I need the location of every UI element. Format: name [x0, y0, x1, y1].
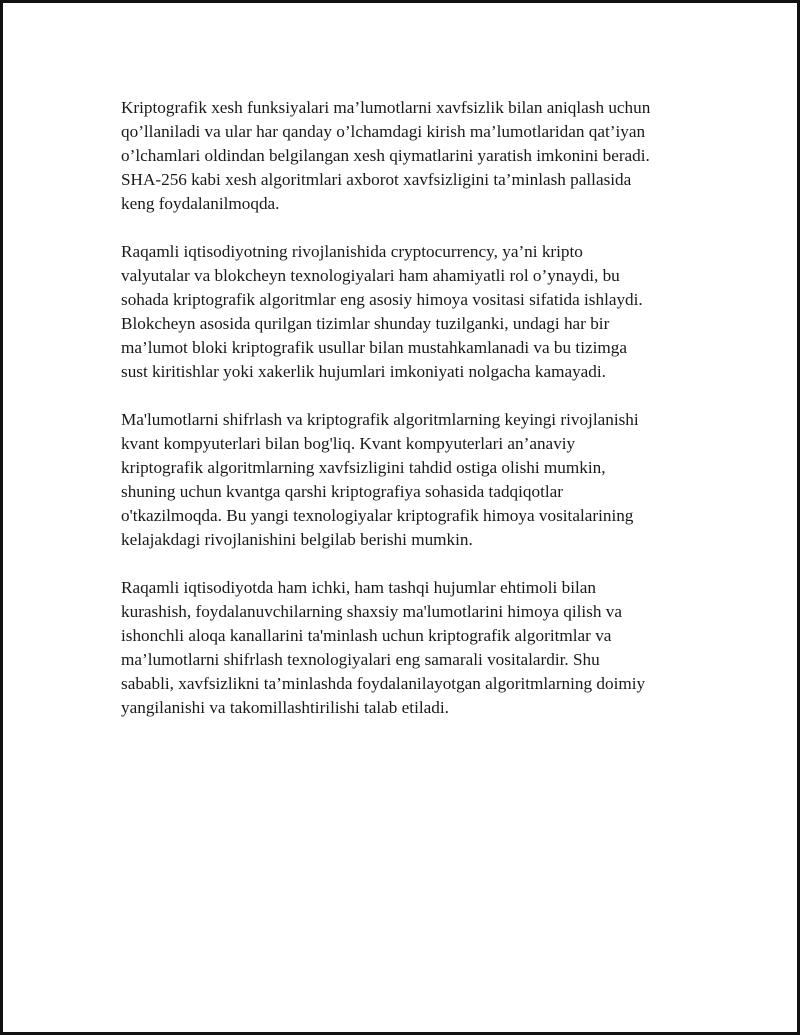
text-line: kelajakdagi rivojlanishini belgilab berishi mumkin. — [121, 530, 473, 549]
paragraph-blokcheyn — [121, 240, 701, 384]
text-line: ishonchli aloqa kanallarini ta'minlash uchun kriptografik algoritmlar va — [121, 626, 612, 645]
text-line: Raqamli iqtisodiyotda ham ichki, ham tashqi hujumlar ehtimoli bilan — [121, 578, 596, 597]
text-line: sust kiritishlar yoki xakerlik hujumlari imkoniyati nolgacha kamayadi. — [121, 362, 606, 381]
paragraph-raqamli-iqtisodiyot — [121, 576, 701, 720]
text-line: Kriptografik xesh funksiyalari ma’lumotlarni xavfsizlik bilan aniqlash uchun — [121, 98, 651, 117]
text-line: ma’lumotlarni shifrlash texnologiyalari eng samarali vositalardir. Shu — [121, 650, 600, 669]
text-line: sohada kriptografik algoritmlar eng asosiy himoya vositasi sifatida ishlaydi. — [121, 290, 643, 309]
text-line: valyutalar va blokcheyn texnologiyalari ham ahamiyatli rol o’ynaydi, bu — [121, 266, 620, 285]
text-line: kurashish, foydalanuvchilarning shaxsiy ma'lumotlarini himoya qilish va — [121, 602, 622, 621]
text-line: yangilanishi va takomillashtirilishi talab etiladi. — [121, 698, 449, 717]
text-line: sababli, xavfsizlikni ta’minlashda foydalanilayotgan algoritmlarning doimiy — [121, 674, 646, 693]
paragraph-xesh-funksiyalari — [121, 96, 701, 216]
text-line: qo’llaniladi va ular har qanday o’lchamdagi kirish ma’lumotlaridan qat’iyan — [121, 122, 646, 141]
document-body — [121, 96, 701, 744]
text-line: SHA-256 kabi xesh algoritmlari axborot xavfsizligini ta’minlash pallasida — [121, 170, 632, 189]
text-line: ma’lumot bloki kriptografik usullar bilan mustahkamlanadi va bu tizimga — [121, 338, 627, 357]
text-line: shuning uchun kvantga qarshi kriptografiya sohasida tadqiqotlar — [121, 482, 563, 501]
text-line: o’lchamlari oldindan belgilangan xesh qiymatlarini yaratish imkonini beradi. — [121, 146, 650, 165]
text-line: o'tkazilmoqda. Bu yangi texnologiyalar kriptografik himoya vositalarining — [121, 506, 634, 525]
text-line: Blokcheyn asosida qurilgan tizimlar shunday tuzilganki, undagi har bir — [121, 314, 610, 333]
paragraph-kvant-kompyuterlari — [121, 408, 701, 552]
text-line: kvant kompyuterlari bilan bog'liq. Kvant kompyuterlari an’anaviy — [121, 434, 576, 453]
text-line: kriptografik algoritmlarning xavfsizligini tahdid ostiga olishi mumkin, — [121, 458, 606, 477]
text-line: Raqamli iqtisodiyotning rivojlanishida cryptocurrency, ya’ni kripto — [121, 242, 583, 261]
text-line: keng foydalanilmoqda. — [121, 194, 280, 213]
text-line: Ma'lumotlarni shifrlash va kriptografik algoritmlarning keyingi rivojlanishi — [121, 410, 639, 429]
